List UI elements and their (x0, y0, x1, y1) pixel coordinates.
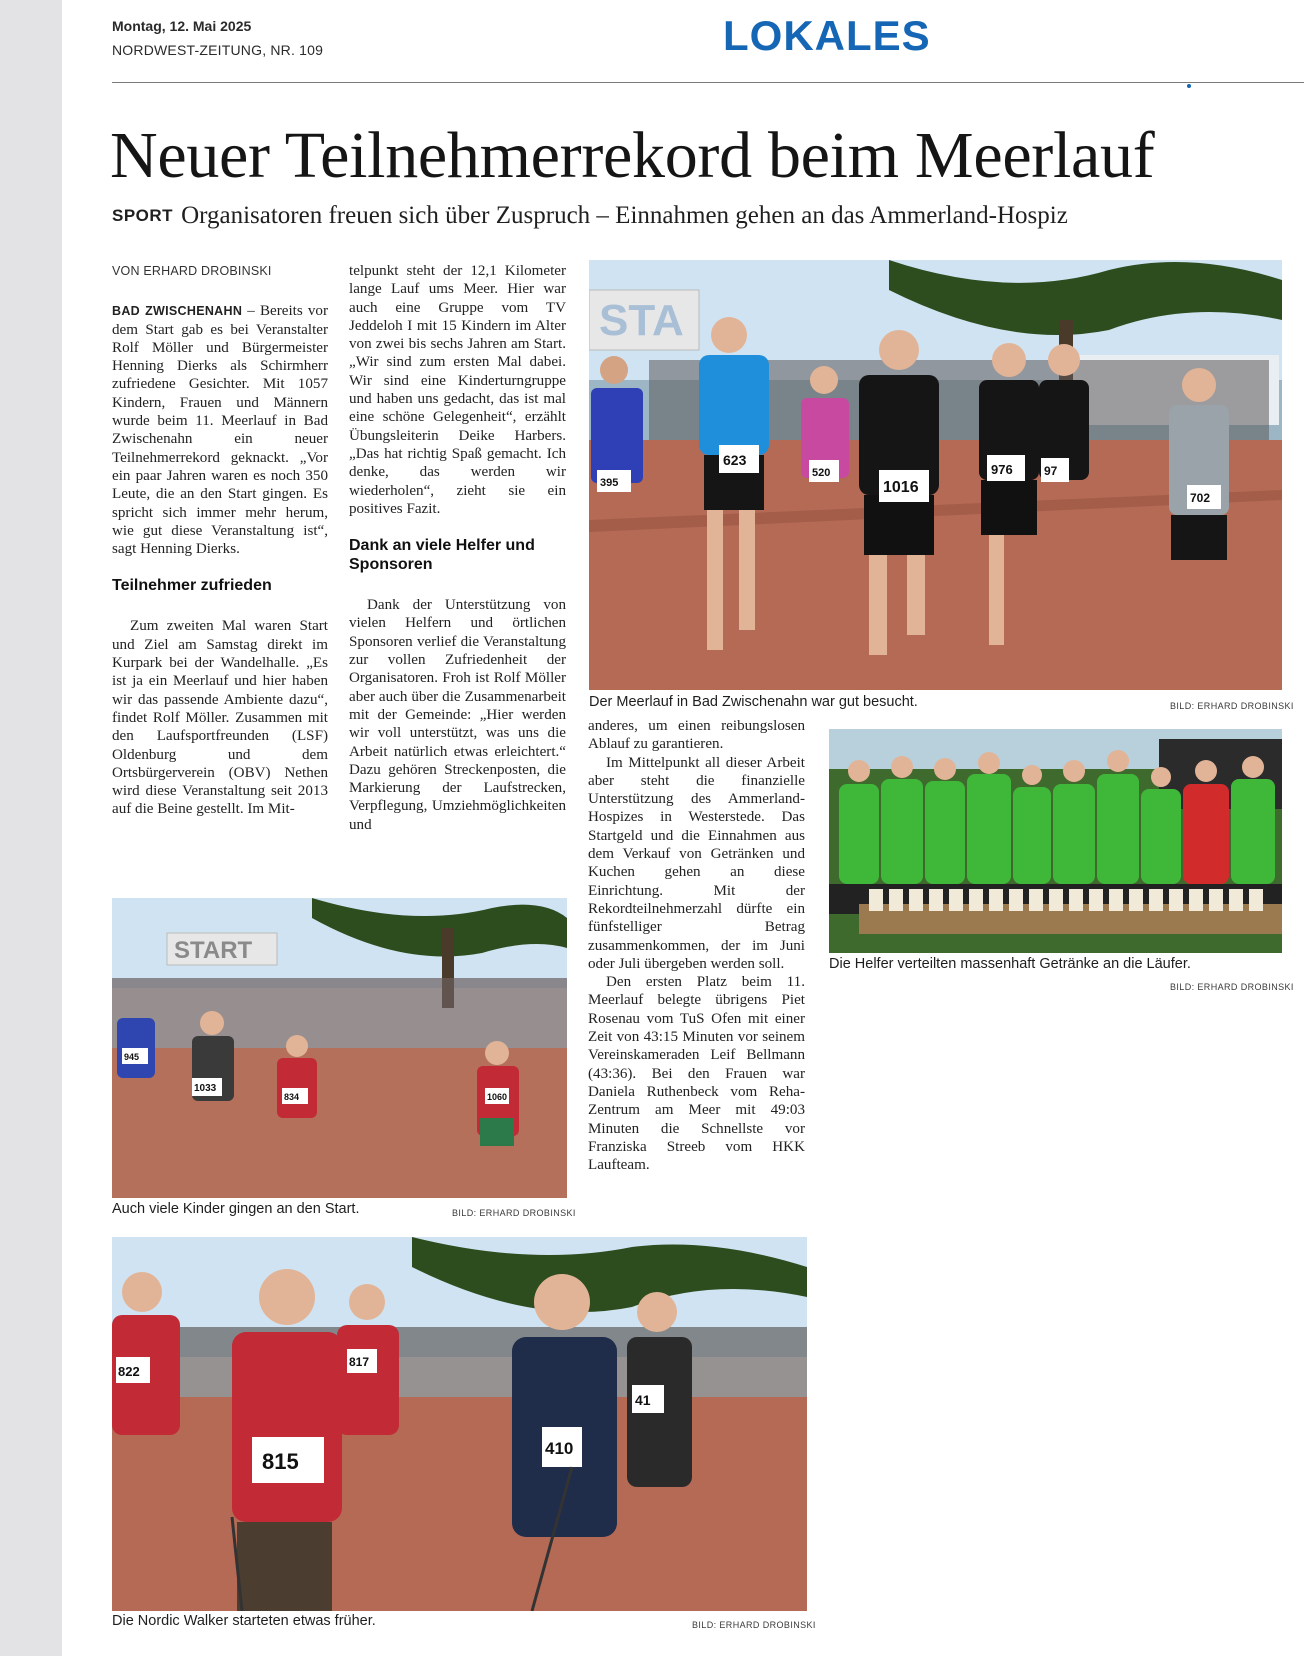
caption-runners: Der Meerlauf in Bad Zwischenahn war gut besucht. (589, 694, 918, 710)
article-headline: Neuer Teilnehmerrekord beim Meerlauf (110, 119, 1155, 192)
photo-helpers (829, 729, 1282, 953)
byline: VON ERHARD DROBINSKI (112, 264, 272, 278)
credit-runners: BILD: ERHARD DROBINSKI (1170, 701, 1294, 711)
child-runner (117, 1018, 155, 1078)
bib-number: 97 (1044, 464, 1058, 478)
bib-number: 1033 (194, 1083, 217, 1094)
bib-number: 834 (284, 1092, 300, 1102)
caption-nordic-walkers: Die Nordic Walker starteten etwas früher. (112, 1613, 376, 1629)
photo-kids (112, 898, 567, 1198)
start-sign-text: STA (599, 296, 684, 345)
header-marker-dot (1187, 84, 1191, 88)
bib-number: 623 (723, 452, 747, 468)
bib-number: 1060 (487, 1092, 508, 1102)
paragraph: telpunkt steht der 12,1 Kilometer lange Lauf ums Meer. Hier war auch eine Gruppe vom TV Jeddeloh I mit 15 Kindern im Alter von zwei bis sechs Jahren am Start. „Wir sind zum ersten Mal dabei. Wir sind eine Kinderturngruppe und haben uns gedacht, das ist mal eine schöne Gelegenheit“, erzählt Übungsleiterin Deike Harbers. „Das hat richtig Spaß gemacht. Ich denke, das werden wir wiederholen“, zieht sie ein positives Fazit. (349, 263, 566, 517)
article-subheadline (112, 202, 1068, 230)
caption-helpers: Die Helfer verteilten massenhaft Getränke an die Läufer. (829, 956, 1191, 972)
bib-number: 41 (635, 1392, 651, 1408)
article-column-2 (349, 262, 566, 834)
paragraph-text: – Bereits vor dem Start gab es bei Veranstalter Rolf Möller und Bürgermeister Henning Dierks als Schirmherr zufriedene Gesichter. Mit 1057 Kindern, Frauen und Männern wurde beim 11. Meerlauf in Bad Zwischenahn ein neuer Teilnehmerrekord geknackt. „Vor ein paar Jahren waren es noch 350 Leute, die an den Start gingen. Es spricht sich immer mehr herum, wie gut diese Veranstaltung ist“, sagt Henning Dierks. (112, 303, 328, 558)
paragraph: Den ersten Platz beim 11. Meerlauf belegte übrigens Piet Rosenau vom TuS Ofen mit einer Zeit von 43:15 Minuten vor seinem Vereinskameraden Leif Bellmann (43:36). Bei den Frauen war Daniela Ruthenbeck vom Reha-Zentrum am Meer mit 49:03 Minuten die Schnellste vor Franziska Streeb vom HKK Laufteam. (588, 974, 805, 1174)
bib-number: 945 (124, 1052, 140, 1062)
kids-illustration (112, 898, 567, 1198)
paragraph: Im Mittelpunkt all dieser Arbeit aber steht die finanzielle Unterstützung des Ammerland-Hospizes in Westerstede. Das Startgeld und die Einnahmen aus dem Verkauf von Getränken und Kuchen gehen an diese Einrichtung. Mit der Rekordteilnehmerzahl dürfte ein fünfstelliger Betrag zusammenkommen, der im Juni oder Juli übergeben werden soll. (588, 754, 805, 972)
paragraph: Zum zweiten Mal waren Start und Ziel am Samstag direkt im Kurpark bei der Wandelhalle. „Es ist ja ein Meerlauf und hier haben wir das passende Ambiente dazu“, findet Rolf Möller. Zusammen mit den Laufsportfreunden (LSF) Oldenburg und dem Ortsbürgerverein (OBV) Nethen wird diese Veranstaltung seit 2013 auf die Beine gestellt. Im Mit- (112, 618, 328, 818)
bib-number: 822 (118, 1364, 140, 1379)
start-sign-text: START (174, 937, 253, 964)
paragraph: anderes, um einen reibungslosen Ablauf zu garantieren. (588, 718, 805, 753)
newspaper-issue: NORDWEST-ZEITUNG, NR. 109 (112, 42, 324, 58)
bib-number: 817 (349, 1355, 370, 1369)
photo-runners (589, 260, 1282, 690)
runners-illustration (589, 260, 1282, 690)
dateline: BAD ZWISCHENAHN (112, 304, 243, 319)
credit-kids: BILD: ERHARD DROBINSKI (452, 1208, 576, 1218)
bib-number: 702 (1190, 491, 1211, 505)
paragraph (112, 302, 328, 558)
bib-number: 520 (812, 467, 831, 479)
header-divider (112, 82, 1304, 83)
viewer-margin-strip (0, 0, 62, 1656)
article-column-1 (112, 262, 328, 819)
issue-date: Montag, 12. Mai 2025 (112, 18, 252, 34)
helper-group (839, 774, 1275, 884)
bib-number: 976 (991, 462, 1013, 477)
subheading: Teilnehmer zufrieden (112, 577, 272, 595)
section-title: LOKALES (723, 12, 931, 59)
caption-kids: Auch viele Kinder gingen an den Start. (112, 1201, 360, 1217)
bib-number: 815 (262, 1449, 299, 1474)
bib-number: 395 (600, 477, 619, 489)
walkers-illustration (112, 1237, 807, 1611)
subheadline-text: Organisatoren freuen sich über Zuspruch – Einnahmen gehen an das Ammerland-Hospiz (181, 202, 1068, 229)
credit-helpers: BILD: ERHARD DROBINSKI (1170, 982, 1294, 992)
article-kicker: SPORT (112, 206, 174, 225)
photo-nordic-walkers (112, 1237, 807, 1611)
credit-nordic-walkers: BILD: ERHARD DROBINSKI (692, 1620, 816, 1630)
bib-number: 410 (545, 1439, 574, 1458)
helpers-illustration (829, 729, 1282, 953)
article-column-3 (588, 717, 805, 1174)
subheading: Dank an viele Helfer und Sponsoren (349, 537, 535, 574)
paragraph: Dank der Unterstützung von vielen Helfern und örtlichen Sponsoren verlief die Veranstaltung zur vollen Zufriedenheit der Organisatoren. Froh ist Rolf Möller aber auch über die Zusammenarbeit mit der Gemeinde: „Hier werden wir voll unterstützt, was uns die Arbeit natürlich etwas erleichtert.“ Dazu gehören Streckenposten, die Markierung der Laufstrecken, Verpflegung, Umziehmöglichkeiten und (349, 597, 566, 833)
bib-number: 1016 (883, 479, 919, 496)
